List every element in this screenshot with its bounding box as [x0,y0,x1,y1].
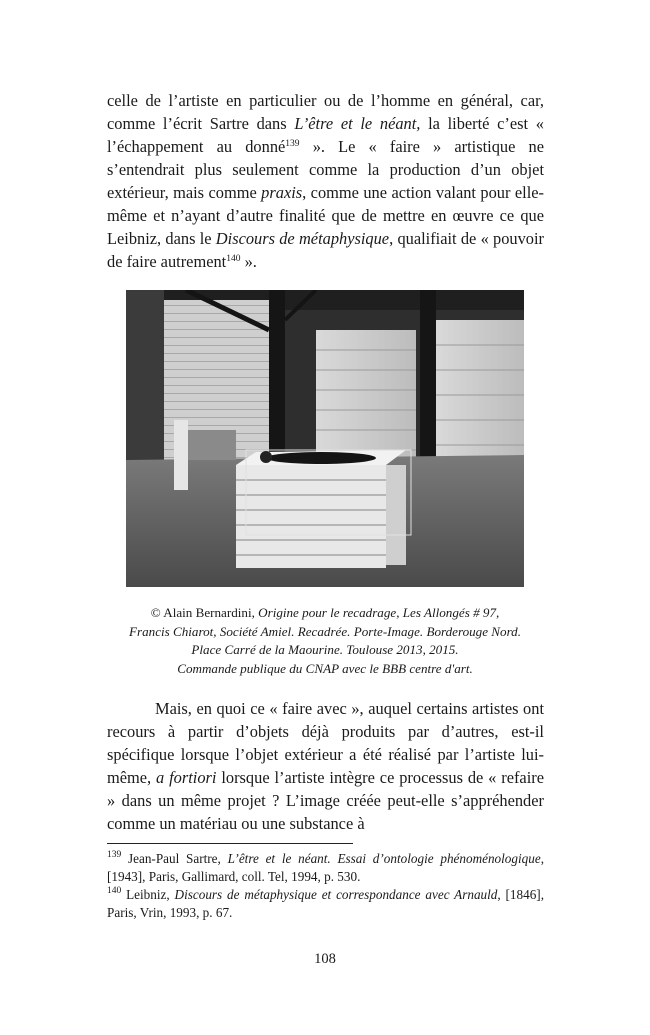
text-run: ». Le « faire » artistique ne s’entendrait plus seulement comme la production d’un objet extérieur, mais comme [107,137,545,202]
text-run: celle de l’artiste en particulier ou de l’homme en général, car, comme l’écrit Sartre dans [107,91,544,133]
paragraph-1 [107,89,544,273]
photo-illustration [126,290,524,587]
page-number: 108 [314,951,336,967]
footnote-ref-140[interactable]: 140 [226,254,241,264]
caption-line-2: Francis Chiarot, Société Amiel. Recadrée. Porte-Image. Borderouge Nord. [129,623,521,639]
text-run: ». [240,252,257,271]
paragraph-2: Mais, en quoi ce « faire avec », auquel certains artistes ont recours à partir d’objets déjà produits par d’autres, est-il spécifique lorsque l’objet extérieur a été réalisé par l’artiste lui-même, a fortiori lorsque l’artiste intègre ce processus de « refaire » dans un même projet ? L’image créée peut-elle s’appréhender comme un matériau ou une substance à [107,699,544,833]
caption-line-4: Commande publique du CNAP avec le BBB centre d'art. [177,660,473,676]
footnote-139: $^{139}$ Jean-Paul Sartre, L’être et le néant. Essai d’ontologie phénoménologique, [1943], Paris, Gallimard, coll. Tel, 1994, p. 530. [107,850,544,884]
body-text-top [107,89,544,273]
footnote-140: $^{140}$ Leibniz, Discours de métaphysique et correspondance avec Arnauld, [1846], Paris, Vrin, 1993, p. 67. [107,886,544,920]
text-run: , comme une action valant pour elle-même et n’ayant d’autre finalité que de mettre en œuvre ce que Leibniz, dans le [107,183,544,248]
warehouse-photo [126,290,524,587]
text-run: , qualifiait de « pouvoir de faire autrement [107,229,545,271]
footnotes [107,850,544,922]
body-text-bottom [107,697,544,835]
book-title: L’être et le néant, [294,114,421,133]
caption-line-1: © Alain Bernardini, Origine pour le recadrage, Les Allongés # 97, [150,605,500,620]
caption-line-3: Place Carré de la Maourine. Toulouse 2013, 2015. [191,642,459,657]
emphasis-a-fortiori: a fortiori [156,768,217,787]
figure-caption [100,604,550,678]
footnote-ref-139[interactable]: 139 [285,139,300,149]
book-title: Discours de métaphysique [215,229,390,248]
text-run: la liberté c’est « l’échappement au donné [107,114,544,156]
emphasis-praxis: praxis [261,183,303,202]
footnote-separator [107,843,353,844]
